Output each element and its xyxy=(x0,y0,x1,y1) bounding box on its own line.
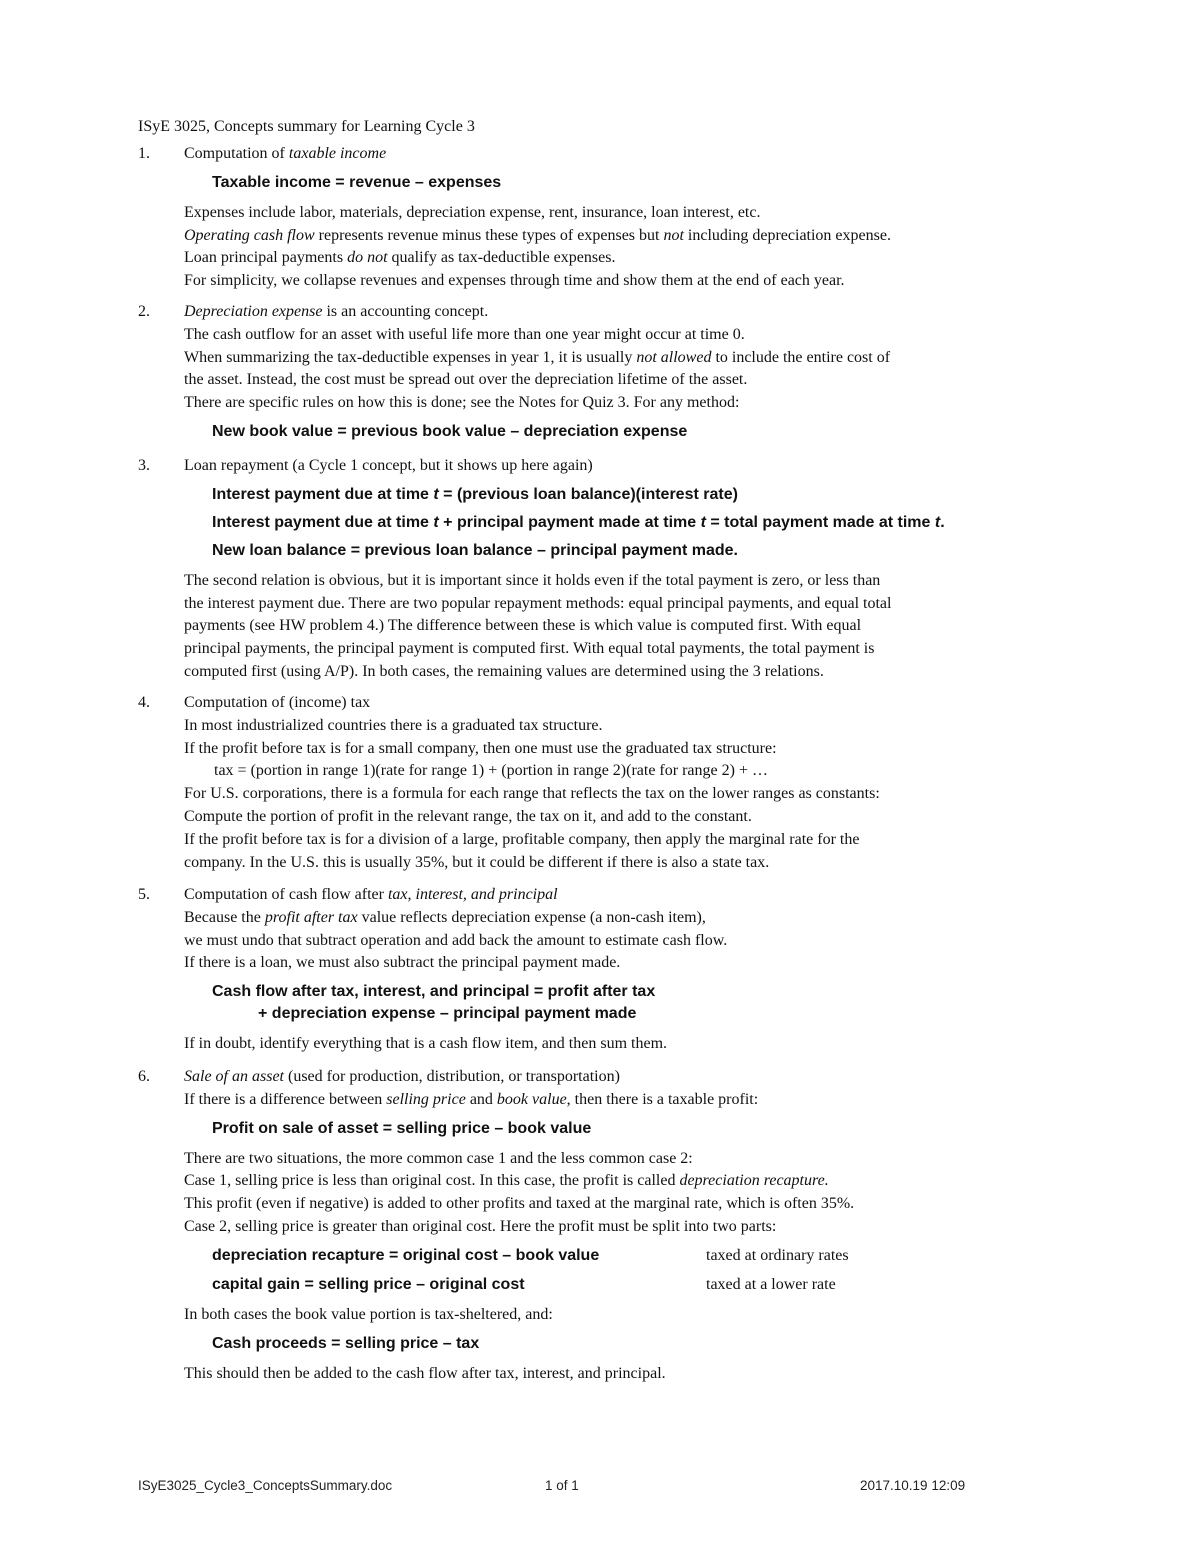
section-heading: Computation of (income) tax xyxy=(184,694,371,711)
section-body xyxy=(184,884,1124,1056)
table-row xyxy=(212,1245,1124,1268)
paragraph-line: the interest payment due. There are two popular repayment methods: equal principal payments, and equal total xyxy=(184,594,892,612)
equation-profit-on-sale: Profit on sale of asset = selling price – book value xyxy=(212,1119,592,1137)
section-heading: Depreciation expense is an accounting concept. xyxy=(184,303,489,320)
tax-formula-line: tax = (portion in range 1)(rate for range 1) + (portion in range 2)(rate for range 2) + … xyxy=(214,762,768,780)
tax-treatment: taxed at a lower rate xyxy=(706,1275,836,1293)
section-body xyxy=(184,692,1124,874)
paragraph-line: we must undo that subtract operation and add back the amount to estimate cash flow. xyxy=(184,931,728,949)
paragraph-line: computed first (using A/P). In both cases, the remaining values are determined using the 3 relations. xyxy=(184,662,824,680)
section-body xyxy=(184,1066,1124,1386)
paragraph-line: For simplicity, we collapse revenues and expenses through time and show them at the end of each year. xyxy=(184,272,845,290)
paragraph-line: If there is a loan, we must also subtract the principal payment made. xyxy=(184,954,621,972)
paragraph-line: If in doubt, identify everything that is a cash flow item, and then sum them. xyxy=(184,1035,668,1053)
paragraph-line: There are two situations, the more common case 1 and the less common case 2: xyxy=(184,1149,693,1167)
paragraph-line: Compute the portion of profit in the relevant range, the tax on it, and add to the constant. xyxy=(184,807,752,825)
paragraph-line: If the profit before tax is for a division of a large, profitable company, then apply the marginal rate for the xyxy=(184,830,860,848)
paragraph-line: For U.S. corporations, there is a formula for each range that reflects the tax on the lower ranges as constants: xyxy=(184,785,880,803)
paragraph-line: Expenses include labor, materials, depreciation expense, rent, insurance, loan interest, etc. xyxy=(184,203,761,221)
section-heading: Computation of taxable income xyxy=(184,145,387,162)
paragraph-line: company. In the U.S. this is usually 35%, but it could be different if there is also a state tax. xyxy=(184,853,770,871)
paragraph-line: Loan principal payments do not qualify as tax-deductible expenses. xyxy=(184,249,616,267)
paragraph-line: In most industrialized countries there is a graduated tax structure. xyxy=(184,716,603,734)
paragraph-line: This should then be added to the cash flow after tax, interest, and principal. xyxy=(184,1365,666,1383)
paragraph-line: Case 1, selling price is less than original cost. In this case, the profit is called depreciation recapture. xyxy=(184,1172,829,1190)
equation-cash-proceeds: Cash proceeds = selling price – tax xyxy=(212,1335,480,1353)
section-heading: Computation of cash flow after tax, interest, and principal xyxy=(184,886,558,903)
paragraph-line: The cash outflow for an asset with useful life more than one year might occur at time 0. xyxy=(184,325,745,343)
paragraph-line: If the profit before tax is for a small company, then one must use the graduated tax structure: xyxy=(184,739,777,757)
section-body xyxy=(184,455,1124,684)
equation-capital-gain: capital gain = selling price – original cost xyxy=(212,1275,525,1293)
tax-treatment: taxed at ordinary rates xyxy=(706,1246,849,1264)
section-number: 5. xyxy=(138,886,150,903)
paragraph-line: Operating cash flow represents revenue minus these types of expenses but not including depreciation expense. xyxy=(184,226,891,244)
paragraph-line: The second relation is obvious, but it is important since it holds even if the total payment is zero, or less than xyxy=(184,571,881,589)
footer-page-number: 1 of 1 xyxy=(545,1478,579,1493)
paragraph-line: When summarizing the tax-deductible expenses in year 1, it is usually not allowed to include the entire cost of xyxy=(184,348,891,366)
paragraph-line: principal payments, the principal payment is computed first. With equal total payments, the total payment is xyxy=(184,640,875,658)
equation-cash-flow: Cash flow after tax, interest, and principal = profit after tax xyxy=(212,983,656,1001)
equation-total-payment: Interest payment due at time t + principal payment made at time t = total payment made at time t. xyxy=(212,513,945,531)
paragraph-line: Because the profit after tax value reflects depreciation expense (a non-cash item), xyxy=(184,908,706,926)
paragraph-line: This profit (even if negative) is added to other profits and taxed at the marginal rate, which is often 35%. xyxy=(184,1195,855,1213)
section-body xyxy=(184,301,1124,443)
equation-cash-flow-continued: + depreciation expense – principal payment made xyxy=(258,1005,637,1023)
section-number: 4. xyxy=(138,694,150,711)
equation-book-value: New book value = previous book value – depreciation expense xyxy=(212,422,688,440)
section-heading: Sale of an asset (used for production, distribution, or transportation) xyxy=(184,1068,620,1085)
table-row xyxy=(212,1274,1124,1297)
equation-interest-payment: Interest payment due at time t = (previous loan balance)(interest rate) xyxy=(212,485,738,503)
paragraph-line: If there is a difference between selling price and book value, then there is a taxable profit: xyxy=(184,1090,759,1108)
equation-taxable-income: Taxable income = revenue – expenses xyxy=(212,173,502,191)
equation-depreciation-recapture: depreciation recapture = original cost – book value xyxy=(212,1246,600,1264)
paragraph-line: In both cases the book value portion is tax-sheltered, and: xyxy=(184,1306,553,1324)
section-number: 6. xyxy=(138,1068,150,1085)
paragraph-line: the asset. Instead, the cost must be spread out over the depreciation lifetime of the asset. xyxy=(184,371,748,389)
section-number: 2. xyxy=(138,303,150,320)
paragraph-line: payments (see HW problem 4.) The difference between these is which value is computed first. With equal xyxy=(184,617,862,635)
section-heading: Loan repayment (a Cycle 1 concept, but it shows up here again) xyxy=(184,457,593,474)
section-number: 3. xyxy=(138,457,150,474)
paragraph-line: There are specific rules on how this is done; see the Notes for Quiz 3. For any method: xyxy=(184,394,740,412)
document-title: ISyE 3025, Concepts summary for Learning Cycle 3 xyxy=(138,118,475,135)
equation-loan-balance: New loan balance = previous loan balance – principal payment made. xyxy=(212,541,738,559)
section-number: 1. xyxy=(138,145,150,162)
footer-filename: ISyE3025_Cycle3_ConceptsSummary.doc xyxy=(138,1478,393,1493)
section-body xyxy=(184,143,1124,293)
paragraph-line: Case 2, selling price is greater than original cost. Here the profit must be split into two parts: xyxy=(184,1217,777,1235)
footer-datetime: 2017.10.19 12:09 xyxy=(860,1478,966,1493)
